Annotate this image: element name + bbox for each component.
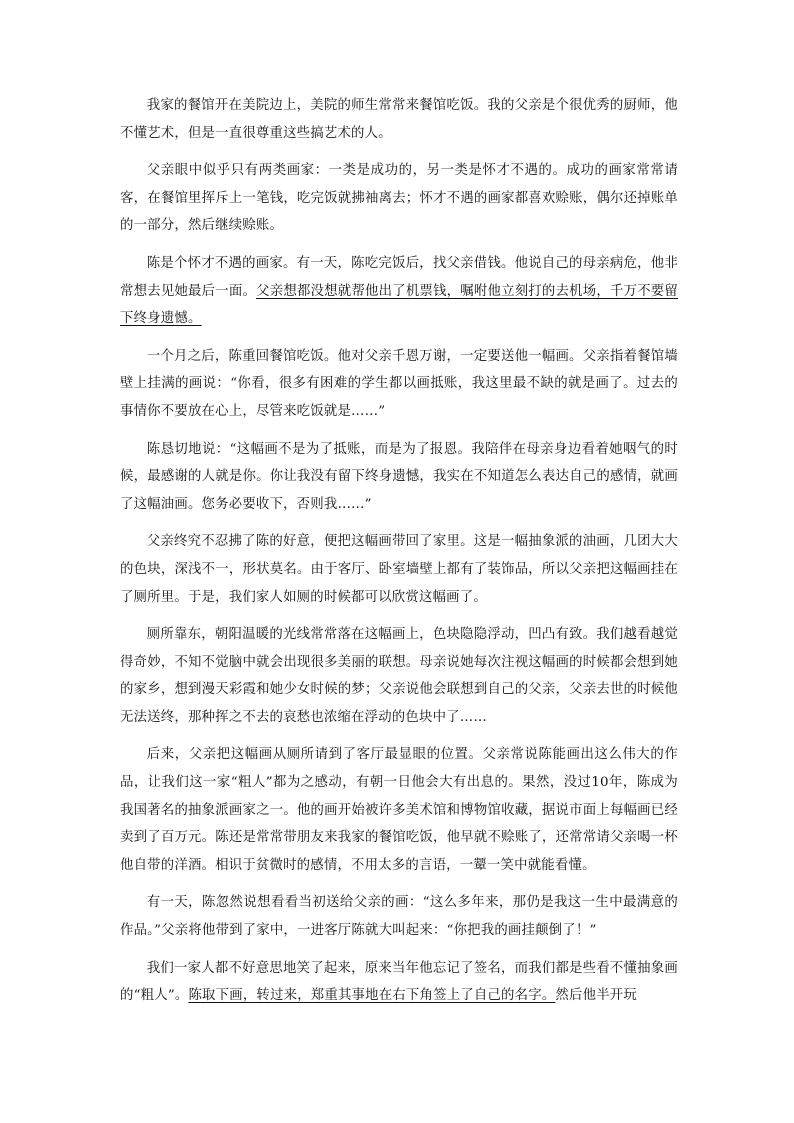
paragraph-8 [120,741,678,879]
paragraph-2 [120,157,678,240]
paragraph-4 [120,343,678,426]
text-segment: 有一天，陈忽然说想看看当初送给父亲的画：“这么多年来，那仍是我这一生中最满意的作品。”父亲将他带到了家中，一进客厅陈就大叫起来：“你把我的画挂颠倒了！” [120,895,678,939]
text-segment: 我家的餐馆开在美院边上，美院的师生常常来餐馆吃饭。我的父亲是个很优秀的厨师，他不懂艺术，但是一直很尊重这些搞艺术的人。 [120,98,678,141]
underlined-sentence: 陈取下画，转过来，郑重其事地在右下角签上了自己的名字。 [188,988,556,1004]
text-segment: 厕所靠东，朝阳温暖的光线常常落在这幅画上，色块隐隐浮动，凹凸有致。我们越看越觉得奇妙，不知不觉脑中就会出现很多美丽的联想。母亲说她每次注视这幅画的时候都会想到她的家乡，想到漫天彩霞和她少女时候的梦；父亲说他会联想到自己的父亲，父亲去世的时候他无法送终，那种挥之不去的哀愁也浓缩在浮动的色块中了…… [120,627,678,725]
article-body [120,92,678,1020]
text-segment: 陈是个怀才不遇的画家。有一天，陈吃完饭后，找父亲借钱。他说自己的母亲病危，他非常想去见她最后一面。 [120,255,678,299]
text-segment: 父亲眼中似乎只有两类画家：一类是成功的，另一类是怀才不遇的。成功的画家常常请客，在餐馆里挥斥上一笔钱，吃完饭就拂袖离去；怀才不遇的画家都喜欢赊账，偶尔还掉账单的一部分，然后继续赊账。 [120,163,678,234]
paragraph-7 [120,621,678,731]
underlined-sentence: 父亲想都没想就帮他出了机票钱，嘱咐他立刻打的去机场，千万不要留下终身遗憾。 [120,283,679,327]
text-segment: 然后他半开玩 [555,988,637,1004]
paragraph-6 [120,528,678,611]
text-segment: 陈恳切地说：“这幅画不是为了抵账，而是为了报恩。我陪伴在母亲身边看着她咽气的时候，最感谢的人就是你。你让我没有留下终身遗憾，我实在不知道怎么表达自己的感情，就画了这幅油画。您务必要收下，否则我……” [120,441,678,512]
paragraph-9 [120,889,678,944]
paragraph-10 [120,955,678,1010]
text-segment: 后来，父亲把这幅画从厕所请到了客厅最显眼的位置。父亲常说陈能画出这么伟大的作品，让我们这一家“粗人”都为之感动，有朝一日他会大有出息的。果然，没过10年，陈成为我国著名的抽象派画家之一。他的画开始被许多美术馆和博物馆收藏，据说市面上每幅画已经卖到了百万元。陈还是常常带朋友来我家的餐馆吃饭，他早就不赊账了，还常常请父亲喝一杯他自带的洋酒。相识于贫微时的感情，不用太多的言语，一颦一笑中就能看懂。 [120,747,678,873]
text-segment: 一个月之后，陈重回餐馆吃饭。他对父亲千恩万谢，一定要送他一幅画。父亲指着餐馆墙壁上挂满的画说：“你看，很多有困难的学生都以画抵账，我这里最不缺的就是画了。过去的事情你不要放在心上，尽管来吃饭就是……” [120,348,678,419]
paragraph-5 [120,436,678,519]
text-segment: 我们一家人都不好意思地笑了起来，原来当年他忘记了签名，而我们都是些看不懂抽象画的“粗人”。 [120,960,678,1004]
text-segment: 父亲终究不忍拂了陈的好意，便把这幅画带回了家里。这是一幅抽象派的油画，几团大大的色块，深浅不一，形状莫名。由于客厅、卧室墙壁上都有了装饰品，所以父亲把这幅画挂在了厕所里。于是，我们家人如厕的时候都可以欣赏这幅画了。 [120,534,678,605]
paragraph-1 [120,92,678,147]
paragraph-3 [120,250,678,333]
